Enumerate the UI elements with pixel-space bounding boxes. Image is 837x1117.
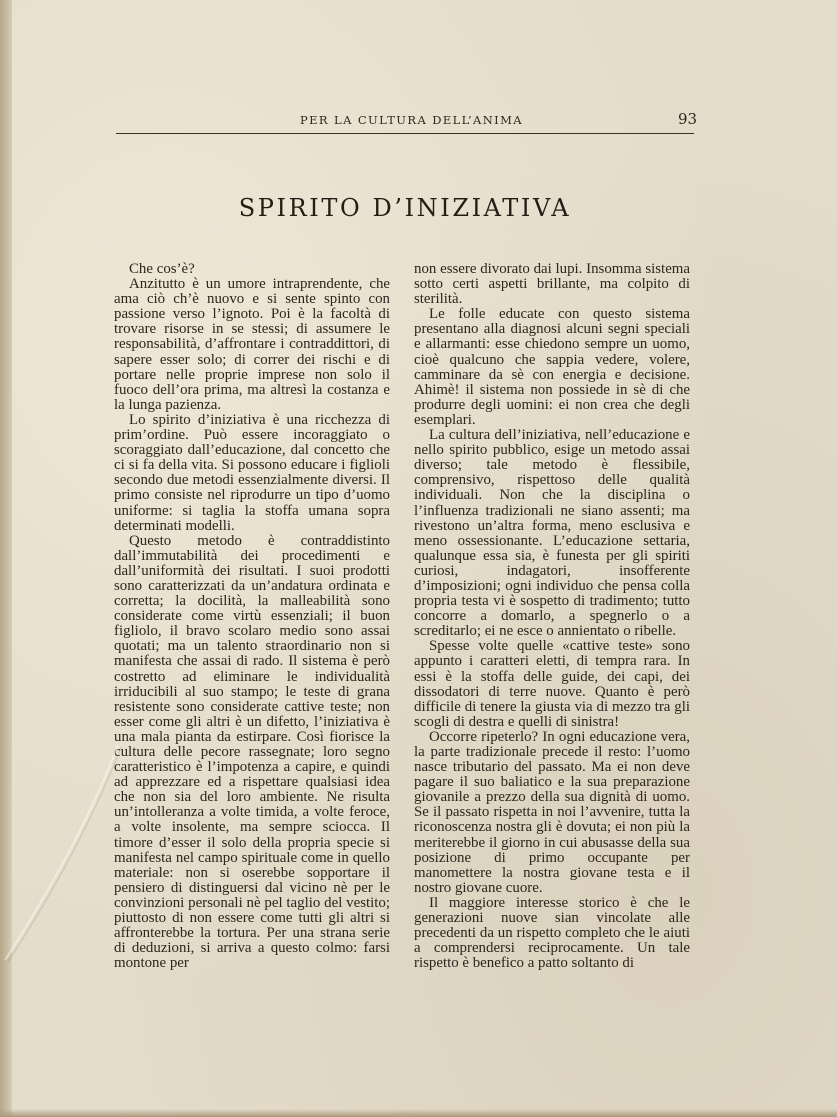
paragraph: Anzitutto è un umore intraprendente, che ama ciò ch’è nuovo e si sente spinto con passione verso l’ignoto. Poi è la facoltà di trovare risorse in se stessi; di assumere le responsabilità, d’affrontare i contraddittori, di sapere esser solo; di correr dei rischi e di portare nelle proprie imprese non solo il fuoco dell’ora prima, ma altresì la costanza e la lunga pazienza. <box>114 276 390 413</box>
text-column-right <box>414 262 690 971</box>
page-bottom-edge <box>0 1109 837 1117</box>
paragraph: Spesse volte quelle «cattive teste» sono appunto i caratteri eletti, di tempra rara. In essi è la stoffa delle guide, dei capi, dei dissodatori di terre nuove. Quanto è però difficile di tenere la giusta via di mezzo tra gli scogli di destra e quelli di sinistra! <box>414 638 690 730</box>
page-number: 93 <box>678 110 698 128</box>
paragraph: Questo metodo è contraddistinto dall’immutabilità dei procedimenti e dall’uniformità dei risultati. I suoi prodotti sono caratterizzati da un’andatura ordinata e corretta; la docilità, la malleabilità sono considerate come virtù essenziali; il buon figliolo, il bravo scolaro medio sono assai quotati; ma un talento straordinario non si manifesta che assai di rado. Il sistema è però costretto ad eliminare le individualità irriducibili al suo stampo; le teste di grana resistente sono considerate cattive teste; non esser come gli altri è un difetto, l’iniziativa è una mala pianta da estirpare. Così fiorisce la cultura delle pecore rassegnate; loro segno caratteristico è l’impotenza a capire, e quindi ad apprezzare ed a rispettare qualsiasi idea che non sia del loro ambiente. Ne risulta un’intolleranza a volte timida, a volte feroce, a volte insolente, ma sempre sciocca. Il timore d’esser il solo della propria specie si manifesta nel campo spirituale come in quello materiale: non si oserebbe sopportare il pensiero di distinguersi dal vicino nè per le convinzioni personali nè pel taglio del vestito; piuttosto di non essere come tutti gli altri si affronterebbe la tortura. Per una strana serie di deduzioni, si arriva a questo colmo: farsi montone per <box>114 532 390 972</box>
paragraph: Lo spirito d’iniziativa è una ricchezza di prim’ordine. Può essere incoraggiato o scoraggiato dall’educazione, dal concetto che ci si fa della vita. Si possono educare i figlioli secondo due metodi essenzialmente diversi. Il primo consiste nel riprodurre un tipo d’uomo uniforme: si taglia la stoffa umana sopra determinati modelli. <box>114 411 390 534</box>
text-column-left <box>114 262 390 971</box>
running-head: PER LA CULTURA DELL’ANIMA <box>300 113 523 127</box>
paragraph: Che cos’è? <box>129 261 195 277</box>
paper-crease <box>0 745 140 965</box>
paragraph: Le folle educate con questo sistema presentano alla diagnosi alcuni segni speciali e allarmanti: esse chiedono sempre un uomo, cioè qualcuno che sappia vedere, volere, camminare da sè con energia e decisione. Ahimè! il sistema non possiede in sè di che produrre degli uomini: ei non crea che degli esemplari. <box>414 306 690 428</box>
header-rule <box>116 133 694 134</box>
paragraph-continued: non essere divorato dai lupi. Insomma sistema sotto certi aspetti brillante, ma colpito di sterilità. <box>414 261 690 308</box>
paragraph: Il maggiore interesse storico è che le generazioni nuove sian vincolate alle precedenti da un rispetto completo che le aiuti a comprendersi reciprocamente. Un tale rispetto è benefico a patto soltanto di <box>414 894 690 972</box>
chapter-title: SPIRITO D’INIZIATIVA <box>238 194 572 222</box>
paragraph: La cultura dell’iniziativa, nell’educazione e nello spirito pubblico, esige un metodo assai diverso; tale metodo è flessibile, comprensivo, rispettoso delle qualità individuali. Non che la disciplina o l’influenza tradizionali ne siano assenti; ma rivestono un’altra forma, meno esclusiva e meno ossessionante. L’educazione settaria, qualunque essa sia, è funesta per gli spiriti curiosi, indagatori, insofferente d’imposizioni; ogni individuo che pensa colla propria testa vi è sospetto di tradimento; tutto concorre a domarlo, a spegnerlo o a screditarlo; ei ne esce o annientato o ribelle. <box>414 427 690 640</box>
paragraph: Occorre ripeterlo? In ogni educazione vera, la parte tradizionale precede il resto: l’uomo nasce tributario del passato. Ma ei non deve pagare il suo baliatico e la sua preparazione giovanile a prezzo della sua dignità di uomo. Se il passato rispetta in noi l’avvenire, tutta la riconoscenza nostra gli è dovuta; ei non più la meriterebbe il giorno in cui abusasse della sua posizione di primo occupante per manomettere la nostra giovane testa e il nostro giovane cuore. <box>414 728 690 896</box>
